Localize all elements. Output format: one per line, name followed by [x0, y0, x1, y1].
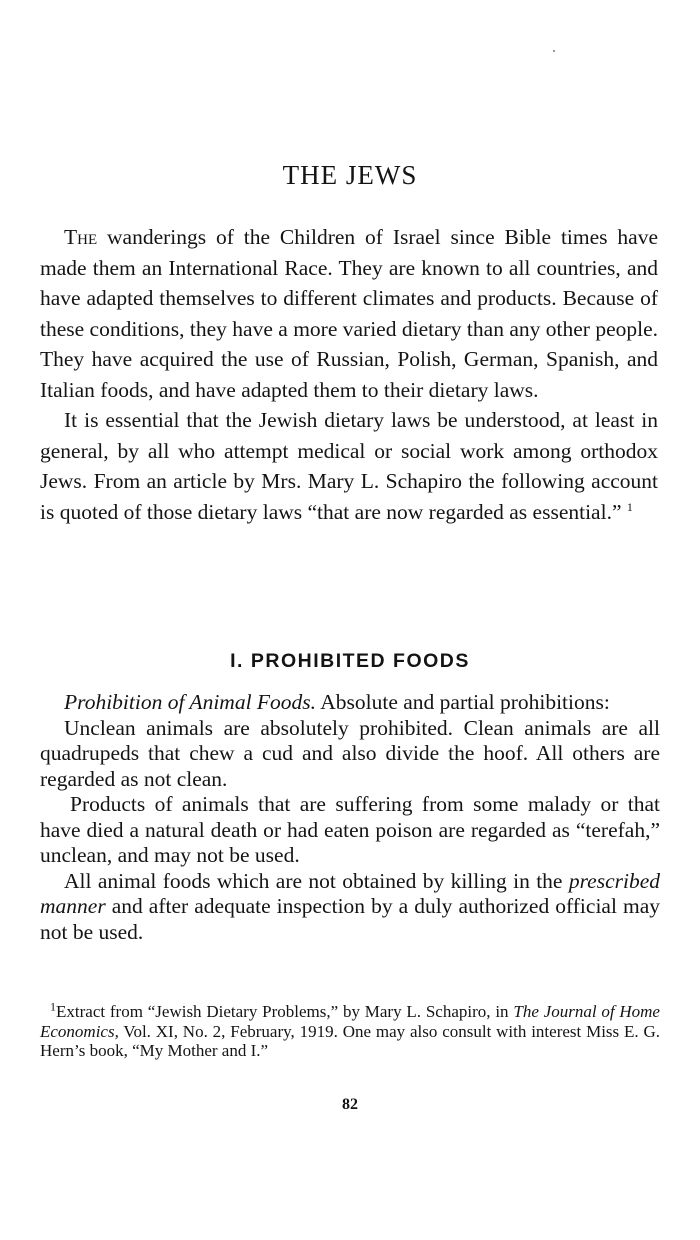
section-paragraph-4-text-b: and after adequate inspection by a duly authorized official may not be used.: [40, 894, 660, 944]
footnote-paragraph: [40, 999, 660, 1061]
footnote: [40, 999, 660, 1061]
section-text: [40, 690, 660, 945]
section-paragraph-1: [40, 690, 660, 716]
section-paragraph-3: [40, 792, 660, 869]
footnote-journal-title: The Journal of Home Economics,: [40, 1002, 660, 1041]
section-heading: I. PROHIBITED FOODS: [230, 650, 470, 672]
paper-speck: [553, 50, 555, 52]
page-number: 82: [342, 1096, 358, 1113]
page-title: THE JEWS: [282, 160, 418, 190]
intro-text: [40, 222, 658, 527]
section-paragraph-4-text-a: All animal foods which are not obtained by killing in the: [64, 868, 569, 893]
section-paragraph-4: [40, 869, 660, 946]
intro-paragraph-2: [40, 405, 658, 527]
section-paragraph-3-text: Products of animals that are suffering from some malady or that have died a natural death or had eaten poison are regarded as “terefah,” unclean, and may not be used.: [40, 792, 660, 867]
section-paragraph-2: [40, 716, 660, 793]
footnote-reference: 1: [626, 499, 633, 514]
footnote-text-a: Extract from “Jewish Dietary Problems,” by Mary L. Schapiro, in: [56, 1002, 514, 1021]
section-paragraph-2-text: Unclean animals are absolutely prohibited. Clean animals are all quadrupeds that chew a cud and also divide the hoof. All others are regarded as not clean.: [40, 715, 660, 791]
footnote-marker: 1: [50, 999, 56, 1014]
intro-paragraph-1-text: wanderings of the Children of Israel since Bible times have made them an International Race. They are known to all countries, and have adapted themselves to different climates and products. Because of these conditions, they have a more varied dietary than any other people. They have acquired the use of Russian, Polish, German, Spanish, and Italian foods, and have adapted them to their dietary laws.: [40, 225, 658, 402]
intro-paragraph-2-text: It is essential that the Jewish dietary laws be understood, at least in general, by all who attempt medical or social work among orthodox Jews. From an article by Mrs. Mary L. Schapiro the following account is quoted of those dietary laws “that are now regarded as essential.”: [40, 408, 658, 524]
intro-paragraph-1: [40, 222, 658, 405]
lead-word: The: [64, 225, 98, 249]
footnote-text-b: Vol. XI, No. 2, February, 1919. One may also consult with interest Miss E. G. Hern’s book, “My Mother and I.”: [40, 1021, 660, 1060]
section-lead-italic: Prohibition of Animal Foods.: [64, 690, 317, 714]
section-lead-text: Absolute and partial prohibitions:: [316, 690, 610, 714]
section-paragraph-4-italic: prescribed manner: [40, 868, 660, 918]
